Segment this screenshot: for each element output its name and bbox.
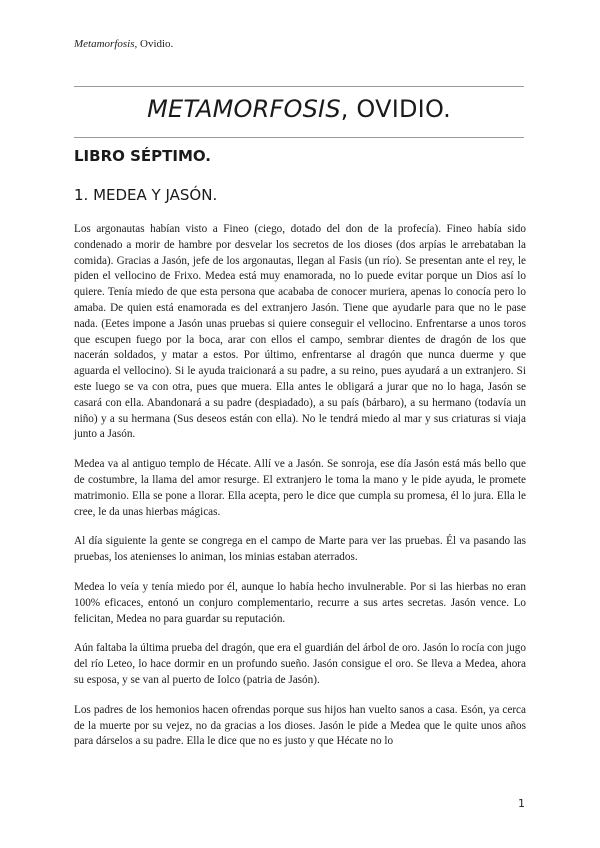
paragraph: Medea lo veía y tenía miedo por él, aunque lo había hecho invulnerable. Por si las hierbas no eran 100% eficaces, entonó un conjuro complementario, recurre a sus artes secretas. Jasón vence. Lo felicitan, Medea no para guardar su reputación. xyxy=(74,580,526,625)
document-title-author: , OVIDIO. xyxy=(340,95,451,123)
paragraph: Los padres de los hemonios hacen ofrendas porque sus hijos han vuelto sanos a casa. Esón, ya cerca de la muerte por su vejez, no da gracias a los dioses. Jasón le pide a Medea que le quite unos años para dárselos a su padre. Ella le dice que no es justo y que Hécate no lo xyxy=(74,703,526,748)
paragraph: Al día siguiente la gente se congrega en el campo de Marte para ver las pruebas. Él va pasando las pruebas, los atenienses lo animan, los minias estaban aterrados. xyxy=(74,535,526,564)
running-header-author: , Ovidio. xyxy=(134,38,174,50)
running-header xyxy=(74,38,173,50)
paragraph: Medea va al antiguo templo de Hécate. Allí ve a Jasón. Se sonroja, ese día Jasón está más bello que de costumbre, la llama del amor resurge. El extranjero le toma la mano y le pide ayuda, le promete matrimonio. Ella se pone a llorar. Ella acepta, pero le dice que cumpla su promesa, él lo jura. Ella le cree, le da unas hierbas mágicas. xyxy=(74,458,526,518)
title-bottom-rule xyxy=(74,137,524,138)
section-heading: 1. MEDEA Y JASÓN. xyxy=(74,186,218,204)
body-text xyxy=(74,222,526,764)
paragraph: Aún faltaba la última prueba del dragón, que era el guardián del árbol de oro. Jasón lo rocía con jugo del río Leteo, lo hace dormir en un profundo sueño. Jasón consigue el oro. Se lleva a Medea, ahora su esposa, y se van al puerto de Iolco (patria de Jasón). xyxy=(74,642,526,686)
running-header-work: Metamorfosis xyxy=(74,38,135,50)
title-top-rule xyxy=(74,86,524,87)
paragraph: Los argonautas habían visto a Fineo (ciego, dotado del don de la profecía). Fineo había sido condenado a morir de hambre por desvelar los secretos de los dioses (dos arpías le arrebataban la comida). Gracias a Jasón, jefe de los argonautas, llegan al Fasis (un río). Se presentan ante el rey, le piden el vellocino de Frixo. Medea está muy enamorada, no lo puede evitar porque un Dios así lo quiere. Tenía miedo de que esta persona que acababa de conocer muriera, apenas lo conocía pero lo amaba. De quien está enamorada es del extranjero Jasón. Tiene que ayudarle para que no le pase nada. (Eetes impone a Jasón unas pruebas si quiere conseguir el vellocino. Enfrentarse a unos toros que escupen fuego por la boca, arar con ellos el campo, sembrar dientes de dragón de los que nacerán soldados, y matar a estos. Por último, enfrentarse al dragón que nunca duerme y que aguarda el vellocino). Si le ayuda traicionará a su padre, a su reino, pues ayudará a un extranjero. Si este luego se va con otra, pues que muera. Ella antes le obligará a jurar que no lo haga, Jasón se casará con ella. Abandonará a su padre (despiadado), a su país (bárbaro), a su hermano (todavía un niño) y a su hermana (Sus deseos están con ella). No le tendrá miedo al mar y sus criaturas si viaja junto a Jasón. xyxy=(74,223,526,441)
page-number: 1 xyxy=(518,797,525,810)
document-title xyxy=(74,95,524,123)
book-heading: LIBRO SÉPTIMO. xyxy=(74,147,211,165)
document-title-work: METAMORFOSIS xyxy=(147,95,341,123)
